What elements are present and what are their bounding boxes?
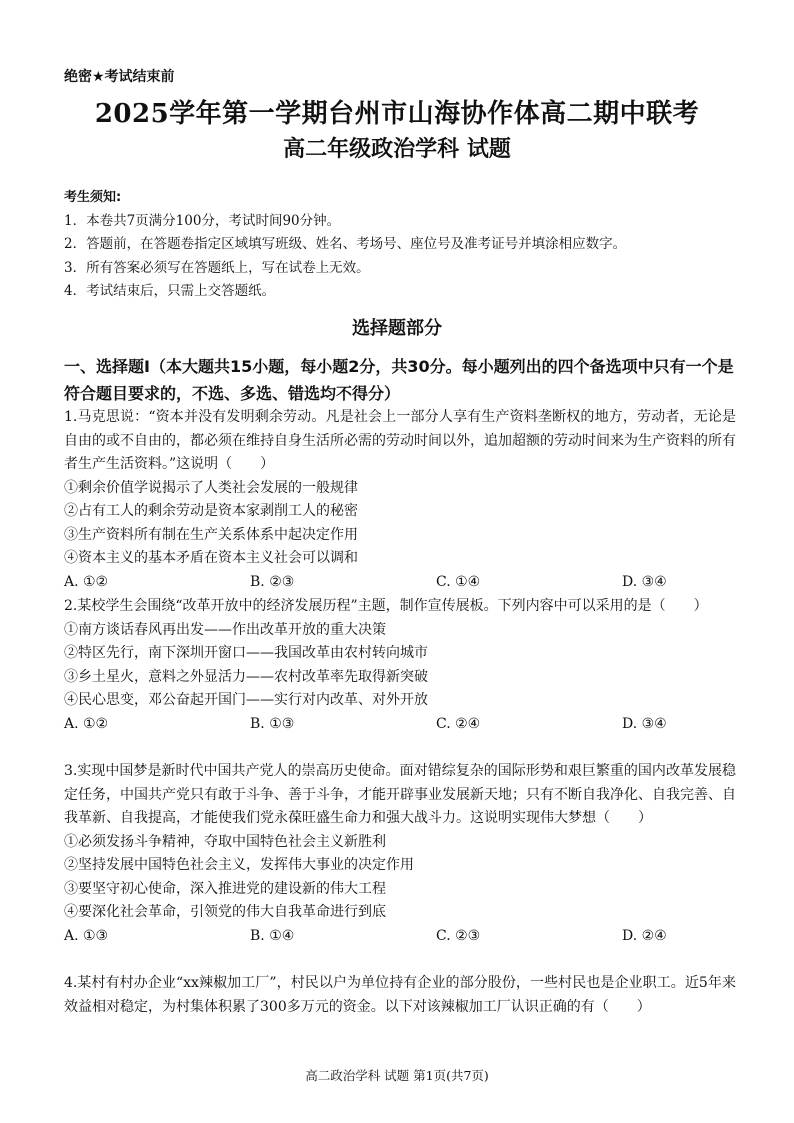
- answer-choice-c: C. ②③: [436, 927, 481, 944]
- question-option: ③乡土星火，意料之外显活力——农村改革率先取得新突破: [64, 668, 428, 685]
- answer-choice-a: A. ①②: [64, 715, 109, 732]
- question-option: ②坚持发展中国特色社会主义，发挥伟大事业的决定作用: [64, 857, 414, 873]
- part-heading: 一、选择题Ⅰ（本大题共15小题，每小题2分，共30分。每小题列出的四个备选项中只有一个是符合题目要求的，不选、多选、错选均不得分）: [64, 357, 734, 403]
- question-option: ④资本主义的基本矛盾在资本主义社会可以调和: [64, 550, 358, 566]
- question-option: ①剩余价值学说揭示了人类社会发展的一般规律: [64, 479, 358, 496]
- question-option: ④民心思变，邓公奋起开国门——实行对内改革、对外开放: [64, 692, 428, 708]
- answer-choice-c: C. ②④: [436, 715, 481, 732]
- answer-choice-d: D. ③④: [622, 573, 667, 590]
- answer-choices: [64, 713, 736, 737]
- question-stem: 3.实现中国梦是新时代中国共产党人的崇高历史使命。面对错综复杂的国际形势和艰巨繁重的国内改革发展稳定任务，中国共产党只有敢于斗争、善于斗争，才能开辟事业发展新天地；只有不断自我净化、自我完善、自我革新、自我提高，才能使我们党永葆旺盛生命力和强大战斗力。这说明实现伟大梦想（ ）: [64, 763, 736, 826]
- question-4: [64, 972, 736, 1019]
- secret-label: 绝密★考试结束前: [64, 69, 175, 85]
- question-stem: 1.马克思说：“资本并没有发明剩余劳动。凡是社会上一部分人享有生产资料垄断权的地方，劳动者，无论是自由的或不自由的，都必须在维持自身生活所必需的劳动时间以外，追加超额的劳动时间来为生产资料的所有者生产生活资料。”这说明（ ）: [64, 409, 736, 472]
- question-2: [64, 595, 736, 736]
- question-option: ④要深化社会革命，引领党的伟大自我革命进行到底: [64, 904, 386, 920]
- exam-title: 2025学年第一学期台州市山海协作体高二期中联考: [94, 99, 700, 129]
- notice-item: 2．答题前，在答题卷指定区域填写班级、姓名、考场号、座位号及准考证号并填涂相应数字。: [64, 236, 627, 252]
- question-option: ②占有工人的剩余劳动是资本家剥削工人的秘密: [64, 503, 358, 519]
- question-option: ③要坚守初心使命，深入推进党的建设新的伟大工程: [64, 880, 386, 897]
- answer-choice-d: D. ②④: [622, 927, 667, 944]
- answer-choice-d: D. ③④: [622, 715, 667, 732]
- answer-choices: [64, 925, 736, 949]
- question-3: [64, 760, 736, 948]
- exam-subtitle: 高二年级政治学科 试题: [283, 136, 511, 162]
- question-stem: 2.某校学生会围绕“改革开放中的经济发展历程”主题，制作宣传展板。下列内容中可以采用的是（ ）: [64, 598, 708, 614]
- question-stem: 4.某村有村办企业“xx辣椒加工厂”，村民以户为单位持有企业的部分股份，一些村民也是企业职工。近5年来效益相对稳定，为村集体积累了300多万元的资金。以下对该辣椒加工厂认识正确的有（ ）: [64, 975, 736, 1015]
- answer-choice-b: B. ②③: [250, 573, 295, 590]
- question-1: [64, 406, 736, 594]
- answer-choice-c: C. ①④: [436, 573, 481, 590]
- question-option: ②特区先行，南下深圳开窗口——我国改革由农村转向城市: [64, 645, 428, 661]
- answer-choice-a: A. ①③: [64, 927, 109, 944]
- notice-item: 1．本卷共7页满分100分，考试时间90分钟。: [64, 212, 341, 229]
- notice-item: 3．所有答案必须写在答题纸上，写在试卷上无效。: [64, 259, 370, 276]
- question-option: ①南方谈话春风再出发——作出改革开放的重大决策: [64, 621, 386, 638]
- notice-item: 4．考试结束后，只需上交答题纸。: [64, 283, 276, 299]
- notice-heading: 考生须知:: [64, 190, 122, 205]
- page-footer: 高二政治学科 试题 第1页(共7页): [305, 1068, 489, 1083]
- candidate-notice: [64, 186, 744, 304]
- answer-choices: [64, 571, 736, 595]
- section-title: 选择题部分: [352, 318, 442, 339]
- question-option: ①必须发扬斗争精神，夺取中国特色社会主义新胜利: [64, 833, 386, 850]
- answer-choice-a: A. ①②: [64, 573, 109, 590]
- answer-choice-b: B. ①④: [250, 927, 295, 944]
- answer-choice-b: B. ①③: [250, 715, 295, 732]
- question-option: ③生产资料所有制在生产关系体系中起决定作用: [64, 526, 358, 543]
